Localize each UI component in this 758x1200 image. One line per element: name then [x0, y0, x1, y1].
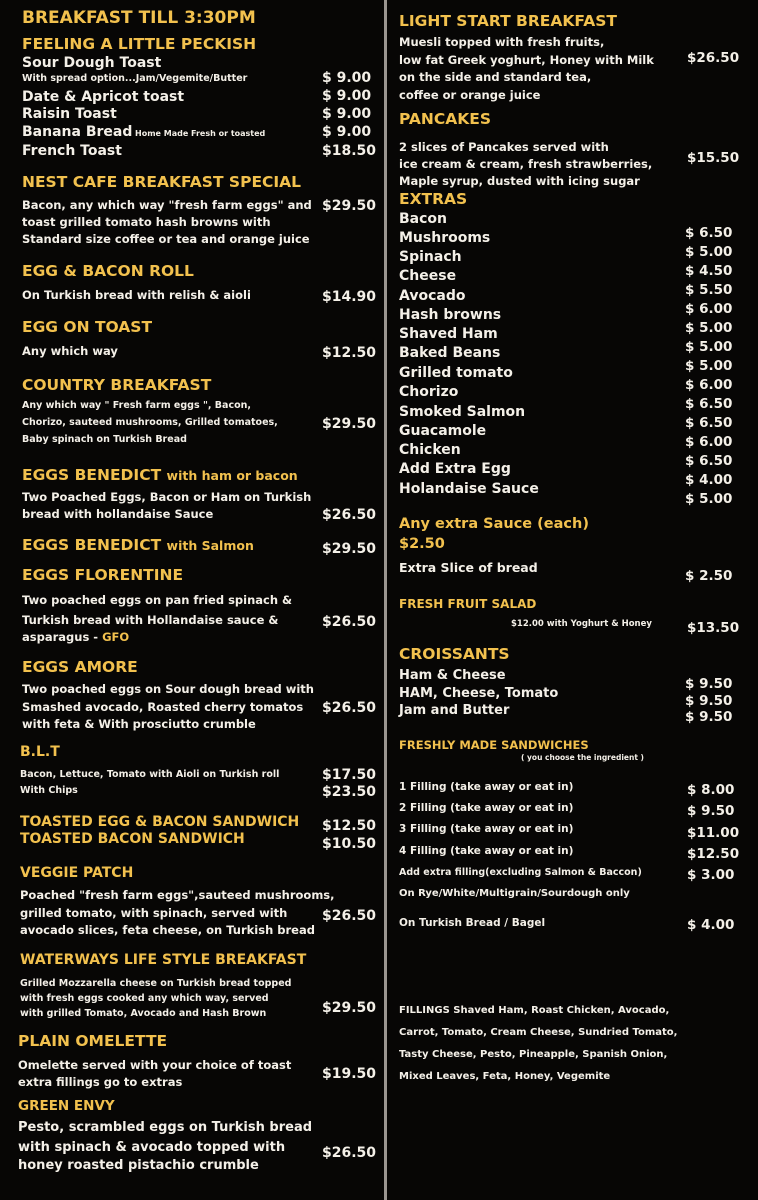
- item-price: $ 9.00: [322, 106, 372, 122]
- section-heading-egg-on-toast: EGG ON TOAST: [22, 318, 153, 336]
- item-name: With spread option...Jam/Vegemite/Butter: [22, 73, 248, 84]
- column-divider: [384, 0, 387, 1200]
- item-price: $29.50: [322, 541, 377, 557]
- item-price: $15.50: [687, 150, 740, 166]
- item-toasted-bacon: TOASTED BACON SANDWICH: [20, 831, 245, 847]
- desc-line: Bacon, Lettuce, Tomato with Aioli on Turkish roll: [20, 769, 280, 780]
- bread-note: On Rye/White/Multigrain/Sourdough only: [399, 888, 630, 899]
- extras-item: Mushrooms: [399, 230, 491, 246]
- desc-line: Two Poached Eggs, Bacon or Ham on Turkish: [22, 490, 312, 504]
- desc-line: Omelette served with your choice of toast: [18, 1058, 292, 1072]
- extras-item: Guacamole: [399, 423, 487, 439]
- desc-line: Poached "fresh farm eggs",sauteed mushrooms,: [20, 888, 335, 902]
- item-price: $29.50: [322, 198, 377, 214]
- desc-text: asparagus -: [22, 630, 103, 644]
- desc-line: low fat Greek yoghurt, Honey with Milk: [399, 53, 654, 67]
- item-price: $26.50: [322, 700, 377, 716]
- gfo-label: GFO: [102, 630, 130, 644]
- desc-line: On Turkish bread with relish & aioli: [22, 288, 251, 302]
- item-price: $19.50: [322, 1066, 377, 1082]
- croissant-price: $ 9.50: [685, 709, 733, 725]
- desc-line: Two poached eggs on Sour dough bread with: [22, 682, 314, 696]
- desc-line: [22, 630, 129, 644]
- desc-line: honey roasted pistachio crumble: [18, 1158, 259, 1173]
- fruit-salad-note: $12.00 with Yoghurt & Honey: [511, 619, 652, 629]
- item-price: $26.50: [322, 908, 377, 924]
- extras-item: Shaved Ham: [399, 326, 498, 342]
- croissant-price: $ 9.50: [685, 676, 733, 692]
- sandwich-price: $11.00: [687, 825, 740, 841]
- desc-line: Any which way " Fresh farm eggs ", Bacon,: [22, 400, 251, 411]
- extras-price: $ 5.00: [685, 358, 733, 374]
- section-heading-waterways: WATERWAYS LIFE STYLE BREAKFAST: [20, 952, 307, 968]
- item-price: $18.50: [322, 143, 377, 159]
- desc-line: with fresh eggs cooked any which way, served: [20, 993, 269, 1004]
- item-price: $26.50: [322, 1145, 377, 1161]
- desc-line: Any which way: [22, 344, 118, 358]
- section-heading-green-envy: GREEN ENVY: [18, 1098, 115, 1114]
- extras-item: Cheese: [399, 268, 457, 284]
- section-heading-egg-bacon-roll: EGG & BACON ROLL: [22, 262, 194, 280]
- section-heading-veggie: VEGGIE PATCH: [20, 865, 134, 881]
- sandwich-price: $ 3.00: [687, 867, 735, 883]
- extras-price: $ 6.50: [685, 453, 733, 469]
- extras-price: $ 6.00: [685, 377, 733, 393]
- desc-line: Two poached eggs on pan fried spinach &: [22, 593, 293, 607]
- sandwiches-sub: ( you choose the ingredient ): [521, 753, 644, 762]
- sandwich-price: $12.50: [687, 846, 740, 862]
- desc-line: Smashed avocado, Roasted cherry tomatos: [22, 700, 304, 714]
- desc-line: avocado slices, feta cheese, on Turkish bread: [20, 923, 315, 937]
- desc-line: ice cream & cream, fresh strawberries,: [399, 157, 653, 171]
- croissant-item: Jam and Butter: [399, 703, 510, 718]
- sandwich-option: Add extra filling(excluding Salmon & Baccon): [399, 867, 642, 878]
- sandwich-option: 2 Filling (take away or eat in): [399, 802, 574, 814]
- sauce-price: $2.50: [399, 536, 445, 552]
- desc-line: toast grilled tomato hash browns with: [22, 215, 271, 229]
- croissant-item: HAM, Cheese, Tomato: [399, 686, 559, 701]
- extras-price: $ 6.00: [685, 434, 733, 450]
- item-price: $17.50: [322, 767, 377, 783]
- section-heading-pancakes: PANCAKES: [399, 110, 492, 128]
- desc-line: Muesli topped with fresh fruits,: [399, 35, 605, 49]
- section-heading-country: COUNTRY BREAKFAST: [22, 376, 212, 394]
- extras-item: Bacon: [399, 211, 448, 227]
- extras-price: $ 5.00: [685, 339, 733, 355]
- item-note: Home Made Fresh or toasted: [135, 129, 266, 138]
- extras-price: $ 6.50: [685, 396, 733, 412]
- desc-line: grilled tomato, with spinach, served with: [20, 906, 288, 920]
- desc-line: coffee or orange juice: [399, 88, 541, 102]
- desc-line: with spinach & avocado topped with: [18, 1140, 286, 1155]
- turkish-bread-option: On Turkish Bread / Bagel: [399, 917, 546, 929]
- extras-item: Smoked Salmon: [399, 404, 526, 420]
- extras-price: $ 6.00: [685, 301, 733, 317]
- desc-line: on the side and standard tea,: [399, 70, 592, 84]
- croissant-price: $ 9.50: [685, 693, 733, 709]
- desc-line: with feta & With prosciutto crumble: [22, 717, 256, 731]
- extras-price: $ 5.50: [685, 282, 733, 298]
- item-price: $ 9.00: [322, 70, 372, 86]
- item-price: $ 9.00: [322, 124, 372, 140]
- extras-item: Holandaise Sauce: [399, 481, 539, 497]
- sandwich-option: 1 Filling (take away or eat in): [399, 781, 574, 793]
- section-heading-blt: B.L.T: [20, 744, 60, 760]
- item-price: $12.50: [322, 818, 377, 834]
- heading-text: EGGS BENEDICT: [22, 536, 162, 554]
- desc-line: Turkish bread with Hollandaise sauce &: [22, 613, 279, 627]
- section-heading-light-start: LIGHT START BREAKFAST: [399, 12, 617, 30]
- item-price: $23.50: [322, 784, 377, 800]
- section-heading-benedict-salmon: [22, 536, 254, 554]
- desc-line: With Chips: [20, 785, 78, 796]
- item-price: $29.50: [322, 1000, 377, 1016]
- extras-price: $ 4.50: [685, 263, 733, 279]
- fillings-line: Mixed Leaves, Feta, Honey, Vegemite: [399, 1071, 611, 1082]
- item-price: $26.50: [322, 507, 377, 523]
- item-price: $26.50: [687, 50, 740, 66]
- desc-line: Baby spinach on Turkish Bread: [22, 434, 187, 445]
- fillings-line: Carrot, Tomato, Cream Cheese, Sundried Tomato,: [399, 1027, 678, 1038]
- desc-line: 2 slices of Pancakes served with: [399, 140, 609, 154]
- sandwich-option: 4 Filling (take away or eat in): [399, 845, 574, 857]
- desc-line: Pesto, scrambled eggs on Turkish bread: [18, 1120, 313, 1135]
- desc-line: bread with hollandaise Sauce: [22, 507, 214, 521]
- sauce-heading: Any extra Sauce (each): [399, 516, 589, 532]
- sandwich-price: $ 9.50: [687, 803, 735, 819]
- item-price: $14.90: [322, 289, 377, 305]
- item-price: $26.50: [322, 614, 377, 630]
- heading-text: EGGS BENEDICT: [22, 466, 162, 484]
- fillings-line: FILLINGS Shaved Ham, Roast Chicken, Avocado,: [399, 1005, 670, 1016]
- desc-line: with grilled Tomato, Avocado and Hash Brown: [20, 1008, 267, 1019]
- heading-suffix: with Salmon: [166, 538, 254, 553]
- extras-price: $ 5.00: [685, 491, 733, 507]
- desc-line: extra fillings go to extras: [18, 1075, 183, 1089]
- item-price: $29.50: [322, 416, 377, 432]
- section-heading-omelette: PLAIN OMELETTE: [18, 1032, 168, 1050]
- section-heading-florentine: EGGS FLORENTINE: [22, 566, 184, 584]
- section-heading-sandwiches: FRESHLY MADE SANDWICHES: [399, 738, 589, 752]
- section-heading-croissants: CROISSANTS: [399, 645, 510, 663]
- extras-item: Chorizo: [399, 384, 459, 400]
- extra-bread-name: Extra Slice of bread: [399, 560, 538, 575]
- section-heading-extras: EXTRAS: [399, 190, 468, 208]
- item-name: Banana Bread: [22, 124, 133, 140]
- item-price: $10.50: [322, 836, 377, 852]
- extras-item: Grilled tomato: [399, 365, 513, 381]
- menu-title: BREAKFAST TILL 3:30PM: [22, 8, 256, 28]
- extras-item: Baked Beans: [399, 345, 501, 361]
- extras-item: Avocado: [399, 288, 466, 304]
- extras-price: $ 5.00: [685, 320, 733, 336]
- sandwich-price: $ 8.00: [687, 782, 735, 798]
- desc-line: Maple syrup, dusted with icing sugar: [399, 174, 640, 188]
- heading-suffix: with ham or bacon: [166, 468, 298, 483]
- extras-price: $ 4.00: [685, 472, 733, 488]
- desc-line: Bacon, any which way "fresh farm eggs" and: [22, 198, 312, 212]
- section-heading-fruit-salad: FRESH FRUIT SALAD: [399, 597, 537, 611]
- item-price: $ 9.00: [322, 88, 372, 104]
- desc-line: Standard size coffee or tea and orange juice: [22, 232, 310, 246]
- sandwich-option: 3 Filling (take away or eat in): [399, 823, 574, 835]
- desc-line: Grilled Mozzarella cheese on Turkish bread topped: [20, 978, 292, 989]
- item-name: French Toast: [22, 143, 122, 159]
- section-heading-nest: NEST CAFE BREAKFAST SPECIAL: [22, 173, 302, 191]
- extras-price: $ 6.50: [685, 415, 733, 431]
- section-heading-benedict: [22, 466, 298, 484]
- extras-item: Chicken: [399, 442, 461, 458]
- extras-item: Spinach: [399, 249, 462, 265]
- extras-item: Hash browns: [399, 307, 502, 323]
- extras-price: $ 6.50: [685, 225, 733, 241]
- section-heading-peckish: FEELING A LITTLE PECKISH: [22, 35, 257, 53]
- section-heading-amore: EGGS AMORE: [22, 658, 138, 676]
- desc-line: Chorizo, sauteed mushrooms, Grilled tomatoes,: [22, 417, 278, 428]
- turkish-bread-price: $ 4.00: [687, 917, 735, 933]
- item-name: Sour Dough Toast: [22, 55, 162, 71]
- extras-item: Add Extra Egg: [399, 461, 511, 477]
- item-toasted-egg-bacon: TOASTED EGG & BACON SANDWICH: [20, 814, 300, 830]
- extra-bread-price: $ 2.50: [685, 568, 733, 584]
- extras-price: $ 5.00: [685, 244, 733, 260]
- item-name: Raisin Toast: [22, 106, 117, 122]
- croissant-item: Ham & Cheese: [399, 668, 506, 683]
- item-name: Date & Apricot toast: [22, 89, 185, 105]
- item-price: $12.50: [322, 345, 377, 361]
- fillings-line: Tasty Cheese, Pesto, Pineapple, Spanish Onion,: [399, 1049, 668, 1060]
- fruit-salad-price: $13.50: [687, 620, 740, 636]
